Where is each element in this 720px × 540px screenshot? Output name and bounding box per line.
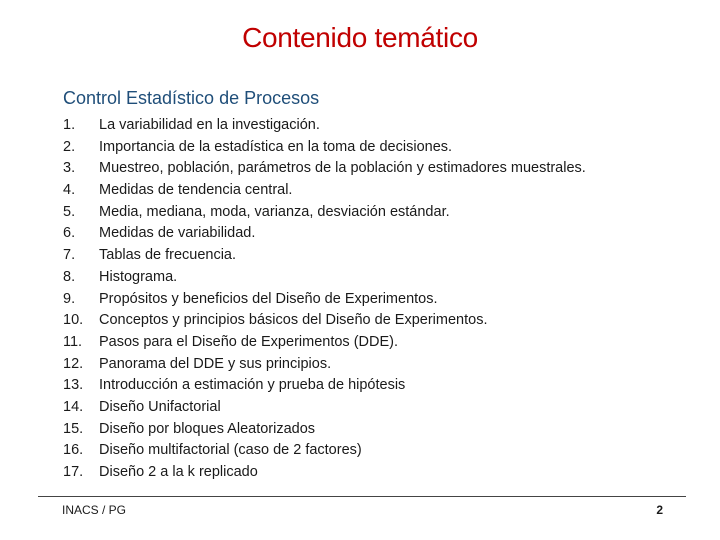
topic-number: 4. [63, 182, 76, 199]
footer-divider [38, 496, 686, 497]
topic-number: 1. [63, 117, 76, 133]
topic-number: 16. [63, 442, 84, 459]
topic-item [63, 223, 703, 245]
topic-number: 6. [63, 225, 76, 242]
topic-number: 10. [63, 312, 84, 329]
topic-number: 15. [63, 420, 84, 437]
topic-item [63, 289, 703, 311]
topic-number: 9. [63, 290, 76, 307]
footer-label: INACS / PG [62, 503, 127, 517]
topic-text: Importancia de la estadística en la toma de decisiones. [99, 138, 453, 155]
topic-number: 2. [63, 138, 76, 155]
topic-item [63, 397, 703, 419]
topic-item [63, 180, 703, 202]
topic-item [63, 440, 703, 462]
topic-text: Medidas de variabilidad. [99, 225, 256, 242]
topic-text: Diseño Unifactorial [99, 398, 221, 415]
topic-text: Panorama del DDE y sus principios. [99, 355, 332, 372]
topic-text: Introducción a estimación y prueba de hipótesis [99, 377, 406, 394]
topic-list [63, 115, 703, 484]
topic-text: Diseño por bloques Aleatorizados [99, 420, 316, 437]
page-number: 2 [656, 503, 663, 517]
topic-item [63, 354, 703, 376]
topic-item [63, 202, 703, 224]
topic-text: Pasos para el Diseño de Experimentos (DDE). [99, 333, 398, 350]
topic-number: 3. [63, 160, 76, 177]
topic-number: 5. [63, 203, 76, 220]
topic-item [63, 267, 703, 289]
topic-text: Propósitos y beneficios del Diseño de Experimentos. [99, 290, 438, 307]
topic-item [63, 245, 703, 267]
topic-text: Diseño multifactorial (caso de 2 factores) [99, 442, 362, 459]
topic-text: Conceptos y principios básicos del Diseño de Experimentos. [99, 312, 488, 329]
slide-title: Contenido temático [242, 22, 478, 53]
topic-item [63, 375, 703, 397]
topic-item [63, 462, 703, 484]
topic-number: 14. [63, 398, 84, 415]
topic-text: Media, mediana, moda, varianza, desviación estándar. [99, 203, 450, 220]
topic-item [63, 137, 703, 159]
topic-number: 17. [63, 464, 84, 480]
topic-text: Tablas de frecuencia. [99, 247, 237, 264]
topic-item [63, 158, 703, 180]
topic-text: Muestreo, población, parámetros de la población y estimadores muestrales. [99, 160, 586, 177]
topic-number: 11. [63, 333, 83, 350]
topic-number: 12. [63, 355, 84, 372]
topic-item [63, 310, 703, 332]
topic-item [63, 332, 703, 354]
topic-text: La variabilidad en la investigación. [99, 117, 320, 133]
topic-text: Histograma. [99, 268, 178, 285]
section-subtitle: Control Estadístico de Procesos [63, 88, 320, 108]
topic-number: 8. [63, 268, 76, 285]
topic-number: 13. [63, 377, 84, 394]
topic-text: Medidas de tendencia central. [99, 182, 293, 199]
topic-number: 7. [63, 247, 76, 264]
topic-item [63, 419, 703, 441]
topic-text: Diseño 2 a la k replicado [99, 464, 258, 480]
topic-item [63, 115, 703, 137]
